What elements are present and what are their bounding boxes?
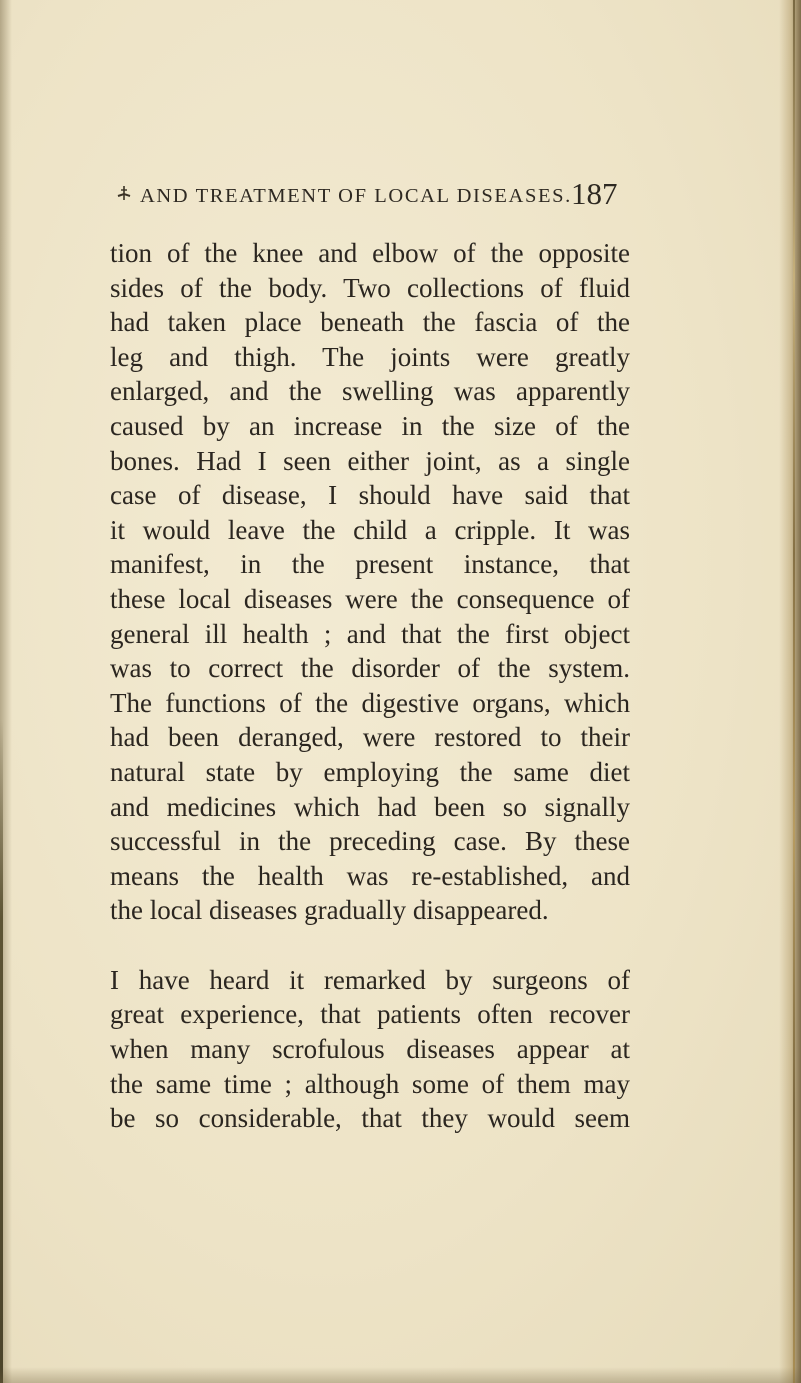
text-line: sides of the body. Two collections of fluid xyxy=(110,272,630,303)
paragraph-2 xyxy=(110,963,630,1136)
running-head: AND TREATMENT OF LOCAL DISEASES. xyxy=(140,185,572,207)
text-line: bones. Had I seen either joint, as a single xyxy=(110,445,630,476)
text-line: it would leave the child a cripple. It was xyxy=(110,514,630,545)
paragraph-1 xyxy=(110,236,630,928)
text-line: general ill health ; and that the first object xyxy=(110,618,630,649)
page-number: 187 xyxy=(571,176,618,211)
text-line: The functions of the digestive organs, which xyxy=(110,687,630,718)
text-line: means the health was re-established, and xyxy=(110,860,630,891)
text-line: caused by an increase in the size of the xyxy=(110,410,630,441)
text-line: had taken place beneath the fascia of the xyxy=(110,307,630,338)
text-line: I have heard it remarked by surgeons of xyxy=(110,964,630,995)
text-line: natural state by employing the same diet xyxy=(110,756,630,787)
text-line: and medicines which had been so signally xyxy=(110,791,630,822)
ink-mark-icon xyxy=(114,182,134,204)
text-line: successful in the preceding case. By these xyxy=(110,826,630,857)
page-bottom-shadow xyxy=(0,1367,801,1383)
text-line: had been deranged, were restored to their xyxy=(110,722,630,753)
text-line: these local diseases were the consequence of xyxy=(110,583,630,614)
page-right-shadow xyxy=(779,0,801,1383)
page-left-edge xyxy=(0,720,3,1383)
text-line: manifest, in the present instance, that xyxy=(110,549,630,580)
text-line: the same time ; although some of them may xyxy=(110,1068,630,1099)
text-line: enlarged, and the swelling was apparently xyxy=(110,376,630,407)
text-line: be so considerable, that they would seem xyxy=(110,1103,630,1134)
text-line: tion of the knee and elbow of the opposite xyxy=(110,238,630,268)
page-right-edge xyxy=(793,0,795,1383)
text-line: case of disease, I should have said that xyxy=(110,480,630,511)
text-line: leg and thigh. The joints were greatly xyxy=(110,341,630,372)
body-text xyxy=(110,236,630,1136)
paragraph-gap xyxy=(110,928,630,963)
text-line: when many scrofulous diseases appear at xyxy=(110,1034,630,1065)
text-line: great experience, that patients often recover xyxy=(110,999,630,1030)
text-line: was to correct the disorder of the system. xyxy=(110,653,630,684)
text-line: the local diseases gradually disappeared. xyxy=(110,895,549,926)
